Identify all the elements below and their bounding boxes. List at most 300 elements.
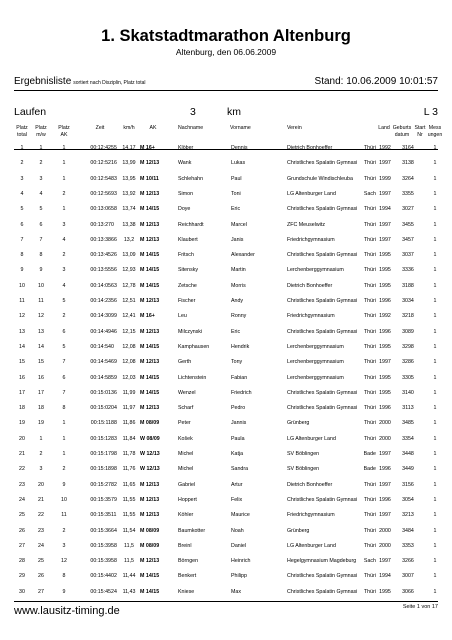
column-header-vorname: Vorname [230,125,251,131]
cell-platz-mw: 19 [38,420,44,427]
cell-platz-total: 10 [19,282,25,289]
cell-messungen: 1 [433,451,437,457]
cell-ak: W 08/09 [140,435,160,442]
list-label: Ergebnisliste [14,76,72,87]
cell-platz-total: 9 [20,267,24,274]
cell-platz-mw: 23 [38,527,44,534]
cell-platz-ak: 2 [62,313,66,320]
table-row [0,416,452,431]
table-row [0,569,452,584]
cell-nachname: Simon [178,190,194,197]
cell-ak: M 14/15 [140,252,160,259]
table-row [0,478,452,493]
cell-geburtsjahr: 1997 [379,512,391,519]
cell-zeit-hundredths: 66 [111,236,117,243]
cell-vorname: Ronny [231,313,247,320]
cell-nachname: Börngen [178,558,199,565]
cell-nachname: Lichtenstein [178,374,207,381]
cell-ak: W 12/13 [140,451,160,457]
cell-platz-ak: 4 [62,236,66,243]
cell-nachname: Kniese [178,588,195,595]
cell-vorname: Paul [231,175,242,182]
cell-land: Thüri [363,343,376,350]
cell-vorname: Eric [231,328,241,335]
cell-messungen: 1 [433,145,437,151]
column-header-nachname: Nachname [178,125,204,131]
cell-zeit-hundredths: 16 [111,160,117,167]
cell-platz-mw: 3 [39,175,43,182]
cell-land: Thüri [363,206,376,213]
cell-platz-mw: 1 [39,145,43,151]
cell-platz-total: 6 [20,221,24,228]
cell-platz-total: 30 [19,588,25,595]
cell-zeit-hundredths: 0 [111,343,114,350]
cell-geburtsjahr: 1997 [379,221,391,228]
cell-zeit-hundredths: 63 [111,282,117,289]
cell-verein: Christliches Spalatin Gymnasi [287,389,358,396]
cell-nachname: Baumkotter [178,527,206,534]
cell-platz-mw: 8 [39,252,43,259]
cell-verein: Hegelgymnasium Magdeburg [287,558,357,565]
table-row [0,524,452,539]
cell-land: Thüri [363,267,376,274]
cell-verein: Dietrich Bonhoeffer [287,282,333,289]
cell-kmh: 11,54 [122,527,136,534]
cell-ak: M 10/11 [140,175,159,182]
cell-zeit: 00:14:49 [90,328,111,335]
cell-start-nr: 3298 [402,343,414,350]
cell-start-nr: 3353 [402,542,414,549]
cell-platz-mw: 14 [38,343,44,350]
cell-verein: Christliches Spalatin Gymnasi [287,252,358,259]
cell-start-nr: 3213 [402,512,414,519]
cell-start-nr: 3286 [402,359,414,366]
cell-verein: Dietrich Bonhoeffer [287,145,333,151]
cell-zeit: 00:15:36 [90,527,111,534]
column-header-zeit: Zeit [95,125,105,131]
cell-platz-total: 3 [20,175,24,182]
cell-platz-mw: 2 [39,160,43,167]
cell-vorname: Pedro [231,405,246,412]
cell-verein: Lerchenberggymnasium [287,359,344,366]
cell-platz-mw: 20 [38,481,44,488]
cell-messungen: 1 [433,236,437,243]
cell-zeit: 00:15:11 [90,420,111,427]
cell-start-nr: 3355 [402,190,414,197]
table-row [0,508,452,523]
cell-platz-total: 29 [19,573,25,580]
cell-geburtsjahr: 1997 [379,236,391,243]
cell-verein: Christliches Spalatin Gymnasi [287,160,358,167]
cell-platz-mw: 11 [38,298,44,304]
table-row [0,309,452,324]
cell-platz-total: 20 [19,435,25,442]
column-header-geburtsdatum: Geburts datum [392,125,412,138]
cell-land: Thüri [363,374,376,381]
cell-platz-ak: 6 [62,374,66,381]
cell-messungen: 1 [433,190,437,197]
cell-zeit-hundredths: 82 [111,481,117,488]
cell-messungen: 1 [433,496,437,503]
cell-nachname: Michel [178,451,194,457]
cell-messungen: 1 [433,420,437,427]
cell-platz-total: 12 [19,313,25,320]
cell-zeit-hundredths: 56 [111,267,117,274]
cell-geburtsjahr: 1999 [379,175,391,182]
cell-nachname: Zetsche [178,282,197,289]
cell-ak: M 14/15 [140,282,160,289]
table-row [0,401,452,416]
cell-vorname: Sandra [231,466,249,473]
cell-platz-ak: 1 [62,145,66,151]
table-row [0,554,452,569]
cell-platz-ak: 1 [62,451,66,457]
cell-platz-total: 7 [20,236,24,243]
cell-platz-total: 1 [20,145,24,151]
cell-kmh: 13,2 [123,236,135,243]
cell-kmh: 12,03 [122,374,136,381]
cell-platz-mw: 22 [38,512,44,519]
column-header-start-nr: Start Nr [414,125,426,138]
cell-kmh: 12,51 [122,298,136,304]
discipline-unit: km [227,106,241,118]
cell-kmh: 11,97 [122,405,136,412]
cell-zeit-hundredths: 36 [111,389,117,396]
cell-nachname: Košek [178,435,193,442]
cell-platz-total: 19 [19,420,25,427]
table-row [0,355,452,370]
cell-land: Sach [363,558,376,565]
cell-zeit: 00:14:54 [90,359,111,366]
column-header-verein: Verein [287,125,302,131]
cell-verein: Christliches Spalatin Gymnasi [287,328,358,335]
cell-messungen: 1 [433,389,437,396]
cell-platz-mw: 4 [39,190,43,197]
cell-vorname: Toni [231,190,241,197]
cell-nachname: Leu [178,313,187,320]
cell-land: Thüri [363,313,376,320]
cell-platz-ak: 1 [62,420,66,427]
cell-verein: SV Böblingen [287,451,320,457]
cell-platz-ak: 7 [62,389,66,396]
cell-start-nr: 3066 [402,588,414,595]
cell-platz-total: 24 [19,496,25,503]
cell-ak: M 12/13 [140,160,160,167]
cell-kmh: 13,95 [122,175,136,182]
cell-ak: M 16+ [140,313,155,320]
cell-verein: Christliches Spalatin Gymnasi [287,298,358,304]
cell-geburtsjahr: 1995 [379,252,391,259]
cell-ak: M 14/15 [140,588,160,595]
cell-start-nr: 3113 [402,405,414,412]
cell-messungen: 1 [433,512,437,519]
cell-geburtsjahr: 1995 [379,374,391,381]
cell-start-nr: 3034 [402,298,414,304]
cell-geburtsjahr: 1996 [379,405,391,412]
cell-vorname: Katja [231,451,244,457]
cell-land: Thüri [363,435,376,442]
cell-zeit: 00:14:58 [90,374,111,381]
cell-platz-total: 27 [19,542,25,549]
cell-vorname: Paula [231,435,245,442]
cell-verein: Christliches Spalatin Gymnasi [287,206,358,213]
cell-kmh: 12,41 [122,313,136,320]
cell-kmh: 11,55 [122,512,136,519]
cell-zeit-hundredths: 02 [111,573,117,580]
cell-land: Sach [363,190,376,197]
cell-platz-ak: 2 [62,252,66,259]
cell-nachname: Klöber [178,145,194,151]
cell-vorname: Martin [231,267,246,274]
cell-zeit: 00:15:18 [90,466,111,473]
footer-link[interactable]: www.lausitz-timing.de [14,605,120,617]
cell-verein: Lerchenberggymnasium [287,343,344,350]
cell-nachname: Sitensky [178,267,199,274]
cell-start-nr: 3007 [402,573,414,580]
cell-platz-ak: 5 [62,298,66,304]
cell-land: Thüri [363,389,376,396]
cell-zeit-hundredths: 26 [111,252,117,259]
cell-vorname: Hendrik [231,343,250,350]
cell-platz-mw: 24 [38,542,44,549]
cell-platz-mw: 6 [39,221,43,228]
cell-zeit-hundredths: 04 [111,405,117,412]
cell-messungen: 1 [433,359,437,366]
cell-messungen: 1 [433,435,437,442]
cell-platz-ak: 3 [62,221,66,228]
cell-zeit: 00:12:52 [90,160,111,167]
column-header-platz-ak: Platz AK [58,125,70,138]
table-row [0,202,452,217]
table-row [0,187,452,202]
cell-kmh: 12,15 [122,328,136,335]
cell-platz-ak: 2 [62,190,66,197]
stand-timestamp: Stand: 10.06.2009 10:01:57 [314,76,438,87]
cell-zeit-hundredths: 88 [111,420,117,427]
cell-geburtsjahr: 1995 [379,588,391,595]
cell-zeit-hundredths: 98 [111,466,117,473]
cell-kmh: 11,43 [122,588,136,595]
cell-vorname: Artur [231,481,243,488]
cell-vorname: Daniel [231,542,247,549]
cell-kmh: 11,99 [122,389,136,396]
cell-geburtsjahr: 1997 [379,190,391,197]
table-row [0,218,452,233]
cell-nachname: Fritsch [178,252,194,259]
cell-zeit: 00:12:54 [90,175,111,182]
cell-kmh: 13,09 [122,252,136,259]
cell-kmh: 12,93 [122,267,136,274]
cell-messungen: 1 [433,252,437,259]
cell-verein: SV Böblingen [287,466,320,473]
header-divider [14,90,438,91]
cell-zeit-hundredths: 0 [111,221,114,228]
cell-vorname: Janis [231,236,244,243]
cell-geburtsjahr: 1995 [379,267,391,274]
cell-nachname: Gabriel [178,481,196,488]
cell-ak: M 14/15 [140,573,160,580]
cell-geburtsjahr: 1997 [379,558,391,565]
cell-platz-total: 2 [20,160,24,167]
cell-platz-ak: 1 [62,435,66,442]
cell-platz-mw: 15 [38,359,44,366]
cell-geburtsjahr: 1997 [379,481,391,488]
cell-platz-total: 21 [19,451,25,457]
cell-ak: M 12/13 [140,298,160,304]
cell-platz-ak: 2 [62,466,66,473]
cell-platz-total: 17 [19,389,25,396]
table-row [0,141,452,156]
cell-land: Thüri [363,145,376,151]
cell-start-nr: 3156 [402,481,414,488]
cell-land: Bade [363,466,376,473]
cell-ak: W 12/13 [140,466,160,473]
cell-land: Bade [363,451,376,457]
discipline-length: 3 [190,106,196,118]
cell-geburtsjahr: 2000 [379,527,391,534]
list-heading [14,76,146,87]
cell-platz-total: 23 [19,481,25,488]
cell-ak: M 12/13 [140,512,160,519]
discipline-name: Laufen [14,106,47,118]
cell-zeit-hundredths: 56 [111,298,117,304]
cell-zeit: 00:15:12 [90,435,111,442]
cell-land: Thüri [363,573,376,580]
cell-platz-mw: 25 [38,558,44,565]
cell-vorname: Heinrich [231,558,251,565]
cell-nachname: Wenzel [178,389,196,396]
cell-ak: M 14/15 [140,267,160,274]
cell-platz-ak: 5 [62,343,66,350]
cell-zeit: 00:15:39 [90,542,111,549]
cell-verein: Christliches Spalatin Gymnasi [287,405,358,412]
cell-messungen: 1 [433,175,437,182]
cell-nachname: Kamphausen [178,343,210,350]
cell-platz-total: 11 [19,298,25,304]
cell-messungen: 1 [433,282,437,289]
cell-zeit-hundredths: 98 [111,451,117,457]
cell-platz-mw: 26 [38,573,44,580]
cell-vorname: Maurice [231,512,250,519]
cell-zeit-hundredths: 58 [111,206,117,213]
cell-platz-mw: 3 [39,466,43,473]
cell-vorname: Alexander [231,252,255,259]
cell-platz-ak: 8 [62,573,66,580]
cell-zeit: 00:15:27 [90,481,111,488]
cell-nachname: Reichhardt [178,221,204,228]
cell-ak: M 16+ [140,145,155,151]
column-header-ak: AK [149,125,157,131]
cell-platz-total: 16 [19,374,25,381]
table-row [0,340,452,355]
cell-start-nr: 3054 [402,496,414,503]
cell-platz-total: 18 [19,405,25,412]
cell-nachname: Köhler [178,512,194,519]
cell-zeit: 00:13:06 [90,206,111,213]
cell-start-nr: 3449 [402,466,414,473]
cell-platz-ak: 9 [62,588,66,595]
cell-zeit-hundredths: 59 [111,374,117,381]
cell-kmh: 11,76 [122,466,136,473]
cell-geburtsjahr: 1992 [379,313,391,320]
cell-vorname: Friedrich [231,389,252,396]
cell-nachname: Wank [178,160,192,167]
cell-messungen: 1 [433,405,437,412]
cell-zeit-hundredths: 58 [111,542,117,549]
cell-vorname: Tony [231,359,243,366]
footer-divider [14,601,438,602]
cell-nachname: Fischer [178,298,196,304]
cell-zeit-hundredths: 11 [111,512,117,519]
cell-start-nr: 3305 [402,374,414,381]
cell-verein: Lerchenberggymnasium [287,374,344,381]
cell-zeit: 00:15:44 [90,573,111,580]
cell-vorname: Andy [231,298,244,304]
cell-ak: M 12/13 [140,328,160,335]
column-header-platz-total: Platz total [16,125,28,138]
cell-platz-mw: 13 [38,328,44,335]
cell-zeit: 00:15:35 [90,512,111,519]
cell-verein: Christliches Spalatin Gymnasi [287,496,358,503]
cell-kmh: 14,17 [122,145,136,151]
cell-kmh: 13,38 [122,221,136,228]
cell-geburtsjahr: 1995 [379,282,391,289]
cell-nachname: Milczynski [178,328,203,335]
table-row [0,172,452,187]
cell-start-nr: 3188 [402,282,414,289]
cell-messungen: 1 [433,588,437,595]
cell-ak: M 14/15 [140,343,160,350]
cell-start-nr: 3218 [402,313,414,320]
cell-land: Thüri [363,282,376,289]
cell-geburtsjahr: 1996 [379,328,391,335]
cell-zeit: 00:15:17 [90,451,111,457]
cell-start-nr: 3354 [402,435,414,442]
cell-ak: M 14/15 [140,206,160,213]
cell-nachname: Schlehahn [178,175,204,182]
cell-nachname: Hoppert [178,496,197,503]
cell-platz-total: 28 [19,558,25,565]
table-row [0,325,452,340]
cell-platz-mw: 2 [39,451,43,457]
cell-land: Thüri [363,359,376,366]
cell-geburtsjahr: 1992 [379,145,391,151]
cell-messungen: 1 [433,343,437,350]
cell-platz-ak: 12 [61,558,67,565]
cell-verein: Friedrichgymnasium [287,313,335,320]
column-header-land: Land [378,125,390,131]
cell-platz-mw: 17 [38,389,44,396]
cell-platz-ak: 1 [62,160,66,167]
cell-vorname: Noah [231,527,244,534]
cell-verein: LG Altenburger Land [287,435,336,442]
cell-zeit: 00:12:42 [90,145,111,151]
cell-platz-total: 15 [19,359,25,366]
cell-geburtsjahr: 1994 [379,206,391,213]
cell-platz-total: 22 [19,466,25,473]
cell-zeit: 00:14:23 [90,298,111,304]
cell-start-nr: 3089 [402,328,414,335]
cell-nachname: Klaubert [178,236,198,243]
cell-land: Thüri [363,481,376,488]
cell-vorname: Dennis [231,145,248,151]
cell-platz-mw: 5 [39,206,43,213]
cell-land: Thüri [363,512,376,519]
cell-geburtsjahr: 2000 [379,420,391,427]
cell-messungen: 1 [433,313,437,320]
cell-zeit: 00:13:45 [90,252,111,259]
cell-nachname: Scharf [178,405,194,412]
